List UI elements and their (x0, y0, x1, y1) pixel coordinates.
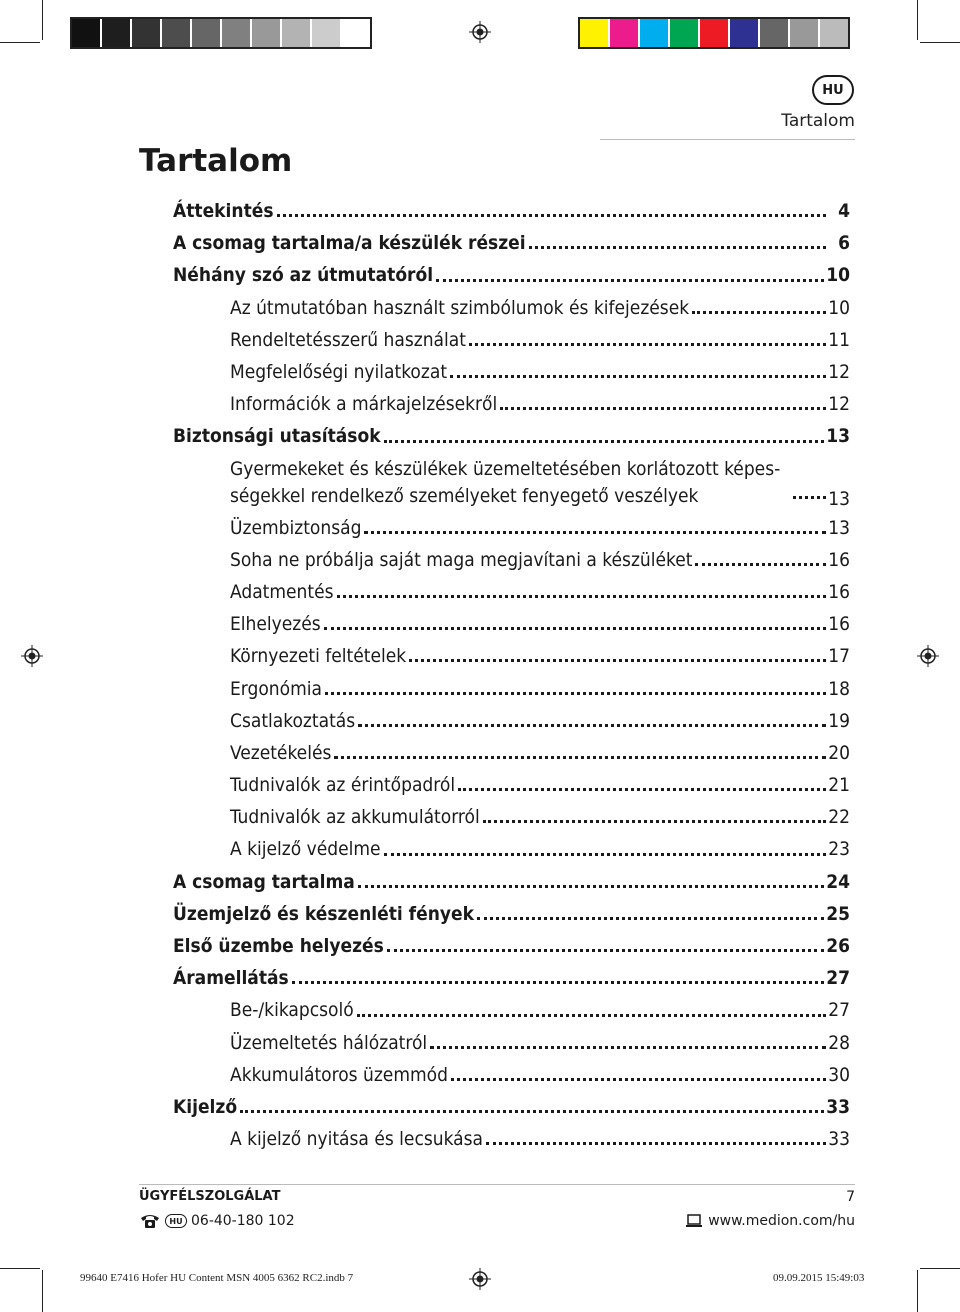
registration-mark-icon (469, 21, 491, 43)
toc-entry-page: 12 (828, 393, 850, 416)
dot-leader (436, 279, 824, 282)
color-swatch (222, 19, 252, 47)
footer-divider (139, 1184, 855, 1185)
toc-entry-title: Be-/kikapcsoló (230, 999, 357, 1021)
dot-leader (477, 917, 824, 920)
crop-mark (42, 0, 43, 40)
dot-leader (451, 1078, 826, 1081)
toc-entry-title: Rendeltetésszerű használat (230, 329, 469, 351)
toc-entry-title: Akkumulátoros üzemmód (230, 1064, 451, 1086)
running-header: Tartalom (781, 111, 855, 131)
toc-entry-title: A kijelző védelme (230, 838, 384, 860)
toc-entry[interactable] (173, 866, 850, 898)
toc-entry-page: 13 (828, 516, 850, 539)
toc-entry-title: Ergonómia (230, 678, 325, 700)
dot-leader (486, 1142, 826, 1145)
toc-entry[interactable] (173, 640, 850, 672)
color-swatch (72, 19, 102, 47)
toc-entry[interactable] (173, 420, 850, 452)
toc-entry[interactable] (173, 512, 850, 544)
dot-leader (430, 1046, 826, 1049)
language-badge: HU (812, 75, 854, 105)
toc-entry[interactable] (173, 544, 850, 576)
support-phone (139, 1213, 295, 1229)
toc-entry-page: 4 (838, 200, 850, 223)
registration-mark-icon (469, 1268, 491, 1290)
toc-entry-page: 20 (828, 741, 850, 764)
toc-entry-page: 27 (826, 967, 850, 990)
toc-entry-page: 24 (826, 870, 850, 893)
color-swatch (820, 19, 848, 47)
registration-mark-icon (21, 645, 43, 667)
crop-mark (42, 1270, 43, 1312)
gray-color-bar (70, 17, 372, 49)
color-swatch (132, 19, 162, 47)
color-swatch (192, 19, 222, 47)
toc-entry-title: Áttekintés (173, 200, 277, 222)
toc-entry-page: 33 (828, 1128, 850, 1151)
print-slug-file: 99640 E7416 Hofer HU Content MSN 4005 6362 RC2.indb 7 (80, 1272, 354, 1284)
color-swatch (790, 19, 820, 47)
color-swatch (580, 19, 610, 47)
dot-leader (387, 949, 824, 952)
dot-leader (409, 659, 826, 662)
color-swatch (670, 19, 700, 47)
toc-entry-page: 12 (828, 361, 850, 384)
dot-leader (483, 820, 826, 823)
support-label: ÜGYFÉLSZOLGÁLAT (139, 1189, 281, 1204)
toc-entry[interactable] (173, 292, 850, 324)
dot-leader (458, 788, 826, 791)
page-title: Tartalom (139, 143, 293, 179)
toc-entry-page: 10 (826, 264, 850, 287)
color-swatch (730, 19, 760, 47)
toc-entry[interactable] (173, 769, 850, 801)
color-swatch (760, 19, 790, 47)
toc-entry-page: 33 (826, 1095, 850, 1118)
toc-entry[interactable] (173, 898, 850, 930)
toc-entry-page: 30 (828, 1063, 850, 1086)
dot-leader (240, 1110, 824, 1113)
crop-mark (920, 42, 960, 43)
toc-entry[interactable] (173, 801, 850, 833)
color-swatch (282, 19, 312, 47)
crop-mark (917, 0, 918, 40)
dot-leader (358, 724, 826, 727)
dot-leader (529, 246, 826, 249)
color-swatch (610, 19, 640, 47)
dot-leader (695, 563, 826, 566)
toc-entry-page: 18 (828, 677, 850, 700)
toc-entry[interactable] (173, 1027, 850, 1059)
print-slug-timestamp: 09.09.2015 15:49:03 (773, 1272, 865, 1284)
toc-entry-title: Vezetékelés (230, 742, 334, 764)
toc-entry[interactable] (173, 1123, 850, 1155)
toc-entry-page: 16 (828, 580, 850, 603)
color-swatch (252, 19, 282, 47)
toc-entry-title: Soha ne próbálja saját maga megjavítani a készüléket (230, 549, 695, 571)
country-badge: HU (165, 1214, 187, 1228)
toc-entry-page: 10 (828, 296, 850, 319)
toc-entry[interactable] (173, 705, 850, 737)
registration-mark-icon (917, 645, 939, 667)
dot-leader (358, 885, 824, 888)
toc-entry[interactable] (173, 1059, 850, 1091)
toc-entry[interactable] (173, 453, 850, 512)
toc-entry-title: A csomag tartalma (173, 871, 358, 893)
toc-entry[interactable] (173, 737, 850, 769)
toc-entry-title: A kijelző nyitása és lecsukása (230, 1128, 486, 1150)
toc-entry-title: Áramellátás (173, 967, 292, 989)
toc-entry[interactable] (173, 672, 850, 704)
toc-entry-title: A csomag tartalma/a készülék részei (173, 232, 529, 254)
toc-entry-page: 11 (828, 328, 850, 351)
phone-icon (139, 1213, 161, 1229)
color-swatch (700, 19, 730, 47)
page-number: 7 (846, 1189, 855, 1205)
toc-entry-page: 22 (828, 806, 850, 829)
toc-entry-title: Tudnivalók az akkumulátorról (230, 806, 483, 828)
toc-entry-page: 13 (826, 425, 850, 448)
toc-entry-title: Információk a márkajelzésekről (230, 393, 500, 415)
dot-leader (292, 981, 824, 984)
toc-entry-title: Üzemjelző és készenléti fények (173, 903, 477, 925)
dot-leader (364, 531, 826, 534)
toc-entry[interactable] (173, 962, 850, 994)
toc-entry[interactable] (173, 833, 850, 865)
toc-entry[interactable] (173, 356, 850, 388)
toc-entry-title: Adatmentés (230, 581, 337, 603)
toc-entry[interactable] (173, 930, 850, 962)
color-swatch (162, 19, 192, 47)
color-swatch (312, 19, 342, 47)
table-of-contents (173, 195, 850, 1155)
header-divider (600, 139, 855, 140)
dot-leader (337, 595, 826, 598)
toc-entry-title: Üzemeltetés hálózatról (230, 1032, 430, 1054)
toc-entry-page: 23 (828, 838, 850, 861)
toc-entry-title: Tudnivalók az érintőpadról (230, 774, 458, 796)
laptop-icon (685, 1214, 703, 1228)
toc-entry[interactable] (173, 994, 850, 1026)
toc-entry[interactable] (173, 324, 850, 356)
toc-entry-title: Megfelelőségi nyilatkozat (230, 361, 450, 383)
toc-entry[interactable] (173, 388, 850, 420)
toc-entry-title: Környezeti feltételek (230, 645, 409, 667)
color-swatch (342, 19, 370, 47)
dot-leader (324, 627, 826, 630)
toc-entry-title: Elhelyezés (230, 613, 324, 635)
support-website (685, 1213, 855, 1229)
toc-entry-page: 13 (828, 487, 850, 510)
toc-entry-title: Gyermekeket és készülékek üzemeltetésében korlátozott képes-ségekkel rendelkező személyeket fenyegető veszélyek (230, 456, 793, 510)
toc-entry-page: 16 (828, 613, 850, 636)
toc-entry-page: 21 (828, 774, 850, 797)
crop-mark (0, 42, 40, 43)
dot-leader (692, 311, 826, 314)
dot-leader (450, 375, 826, 378)
dot-leader (357, 1014, 826, 1017)
toc-entry-title: Néhány szó az útmutatóról (173, 264, 436, 286)
toc-entry-page: 28 (828, 1031, 850, 1054)
toc-entry[interactable] (173, 259, 850, 291)
toc-entry-page: 16 (828, 548, 850, 571)
toc-entry-title: Kijelző (173, 1096, 240, 1118)
website-link[interactable]: www.medion.com/hu (708, 1213, 855, 1229)
dot-leader (325, 692, 826, 695)
toc-entry-page: 19 (828, 709, 850, 732)
toc-entry-title: Csatlakoztatás (230, 710, 358, 732)
dot-leader (793, 496, 826, 499)
process-color-bar (578, 17, 850, 49)
toc-entry[interactable] (173, 608, 850, 640)
toc-entry-title: Üzembiztonság (230, 517, 364, 539)
phone-number: 06-40-180 102 (191, 1213, 295, 1229)
toc-entry-page: 25 (826, 902, 850, 925)
toc-entry-page: 17 (828, 645, 850, 668)
crop-mark (920, 1268, 960, 1269)
toc-entry[interactable] (173, 1091, 850, 1123)
toc-entry-title: Az útmutatóban használt szimbólumok és kifejezések (230, 297, 692, 319)
crop-mark (917, 1270, 918, 1312)
dot-leader (384, 440, 825, 443)
dot-leader (500, 407, 826, 410)
crop-mark (0, 1268, 40, 1269)
dot-leader (469, 343, 826, 346)
color-swatch (640, 19, 670, 47)
toc-entry[interactable] (173, 227, 850, 259)
toc-entry-page: 27 (828, 999, 850, 1022)
toc-entry-page: 6 (838, 232, 850, 255)
dot-leader (277, 214, 826, 217)
toc-entry-title: Biztonsági utasítások (173, 425, 384, 447)
toc-entry[interactable] (173, 195, 850, 227)
toc-entry-title: Első üzembe helyezés (173, 935, 387, 957)
toc-entry-page: 26 (826, 935, 850, 958)
color-swatch (102, 19, 132, 47)
toc-entry[interactable] (173, 576, 850, 608)
dot-leader (384, 853, 826, 856)
dot-leader (334, 756, 826, 759)
